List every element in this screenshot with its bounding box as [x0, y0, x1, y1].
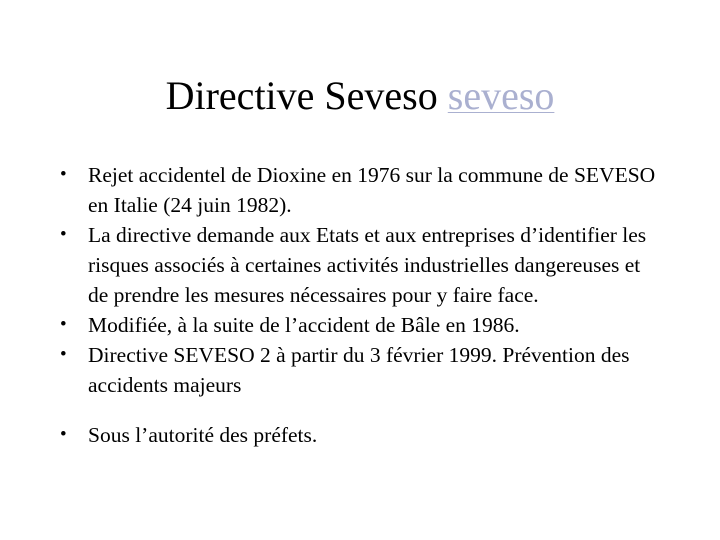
- bullet-item: [55, 220, 665, 310]
- slide-title: [0, 68, 720, 124]
- slide-title-text: Directive Seveso: [165, 73, 448, 118]
- bullet-icon: •: [60, 164, 67, 185]
- seveso-link[interactable]: seveso: [447, 73, 555, 118]
- bullet-text: Sous l’autorité des préfets.: [88, 423, 318, 447]
- bullet-text: Modifiée, à la suite de l’accident de Bâle en 1986.: [88, 313, 520, 337]
- bullet-icon: •: [60, 424, 67, 445]
- bullet-list: [55, 160, 665, 450]
- bullet-icon: •: [60, 224, 67, 245]
- bullet-text: Directive SEVESO 2 à partir du 3 février 1999. Prévention des accidents majeurs: [88, 343, 630, 397]
- bullet-item: [55, 310, 665, 340]
- bullet-text: La directive demande aux Etats et aux entreprises d’identifier les risques associés à certaines activités industrielles dangereuses et de prendre les mesures nécessaires pour y faire face.: [88, 223, 647, 307]
- bullet-item: [55, 420, 665, 450]
- bullet-icon: •: [60, 314, 67, 335]
- bullet-icon: •: [60, 344, 67, 365]
- bullet-item: [55, 340, 665, 400]
- bullet-text: Rejet accidentel de Dioxine en 1976 sur la commune de SEVESO en Italie (24 juin 1982).: [88, 163, 656, 217]
- bullet-item: [55, 160, 665, 220]
